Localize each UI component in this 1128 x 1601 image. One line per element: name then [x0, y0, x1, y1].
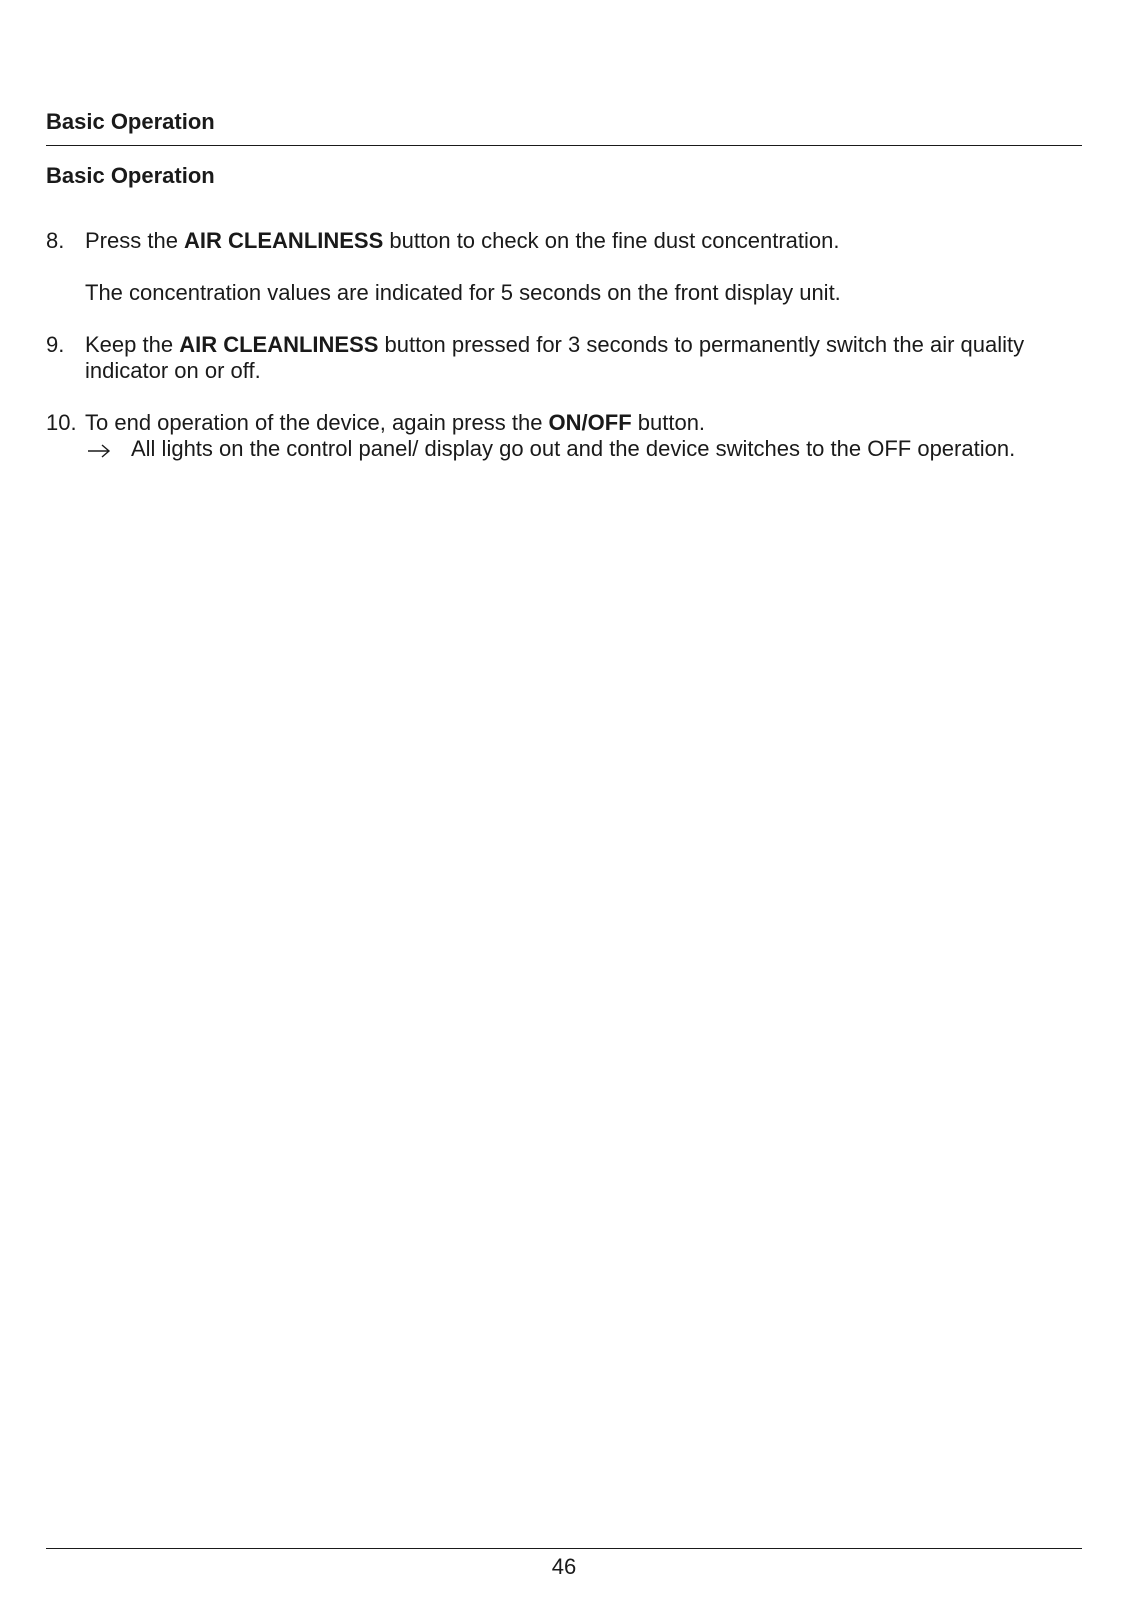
step-text: [85, 332, 1086, 384]
step-text-pre: Keep the: [85, 332, 180, 357]
step-9: [46, 332, 1086, 384]
button-name-on-off: ON/OFF: [548, 410, 632, 435]
header-divider: [46, 145, 1082, 146]
step-text: [85, 410, 1086, 436]
result-text: All lights on the control panel/ display go out and the device switches to the OFF operation.: [131, 436, 1016, 461]
step-number: 10.: [46, 410, 77, 435]
step-note: The concentration values are indicated for 5 seconds on the front display unit.: [85, 280, 841, 305]
footer-divider: [46, 1548, 1082, 1549]
step-text-pre: To end operation of the device, again press the: [85, 410, 549, 435]
page-number: 46: [551, 1554, 577, 1579]
step-8: [46, 228, 1086, 306]
step-number: 9.: [46, 332, 65, 357]
step-text: [85, 228, 1086, 254]
step-result: [85, 436, 1086, 462]
step-10: [46, 410, 1086, 462]
step-text-post: button to check on the fine dust concentration.: [383, 228, 840, 253]
button-name-air-cleanliness: AIR CLEANLINESS: [184, 228, 384, 253]
button-name-air-cleanliness: AIR CLEANLINESS: [179, 332, 379, 357]
instruction-list: [46, 228, 1086, 462]
section-heading: Basic Operation: [46, 163, 215, 188]
running-header-title: Basic Operation: [46, 109, 215, 134]
step-text-post: button pressed for 3 seconds to permanently switch the air quality indicator on or off.: [85, 332, 1025, 383]
step-text-pre: Press the: [85, 228, 185, 253]
step-number: 8.: [46, 228, 65, 253]
step-text-post: button.: [631, 410, 706, 435]
arrow-right-icon: [85, 436, 115, 462]
